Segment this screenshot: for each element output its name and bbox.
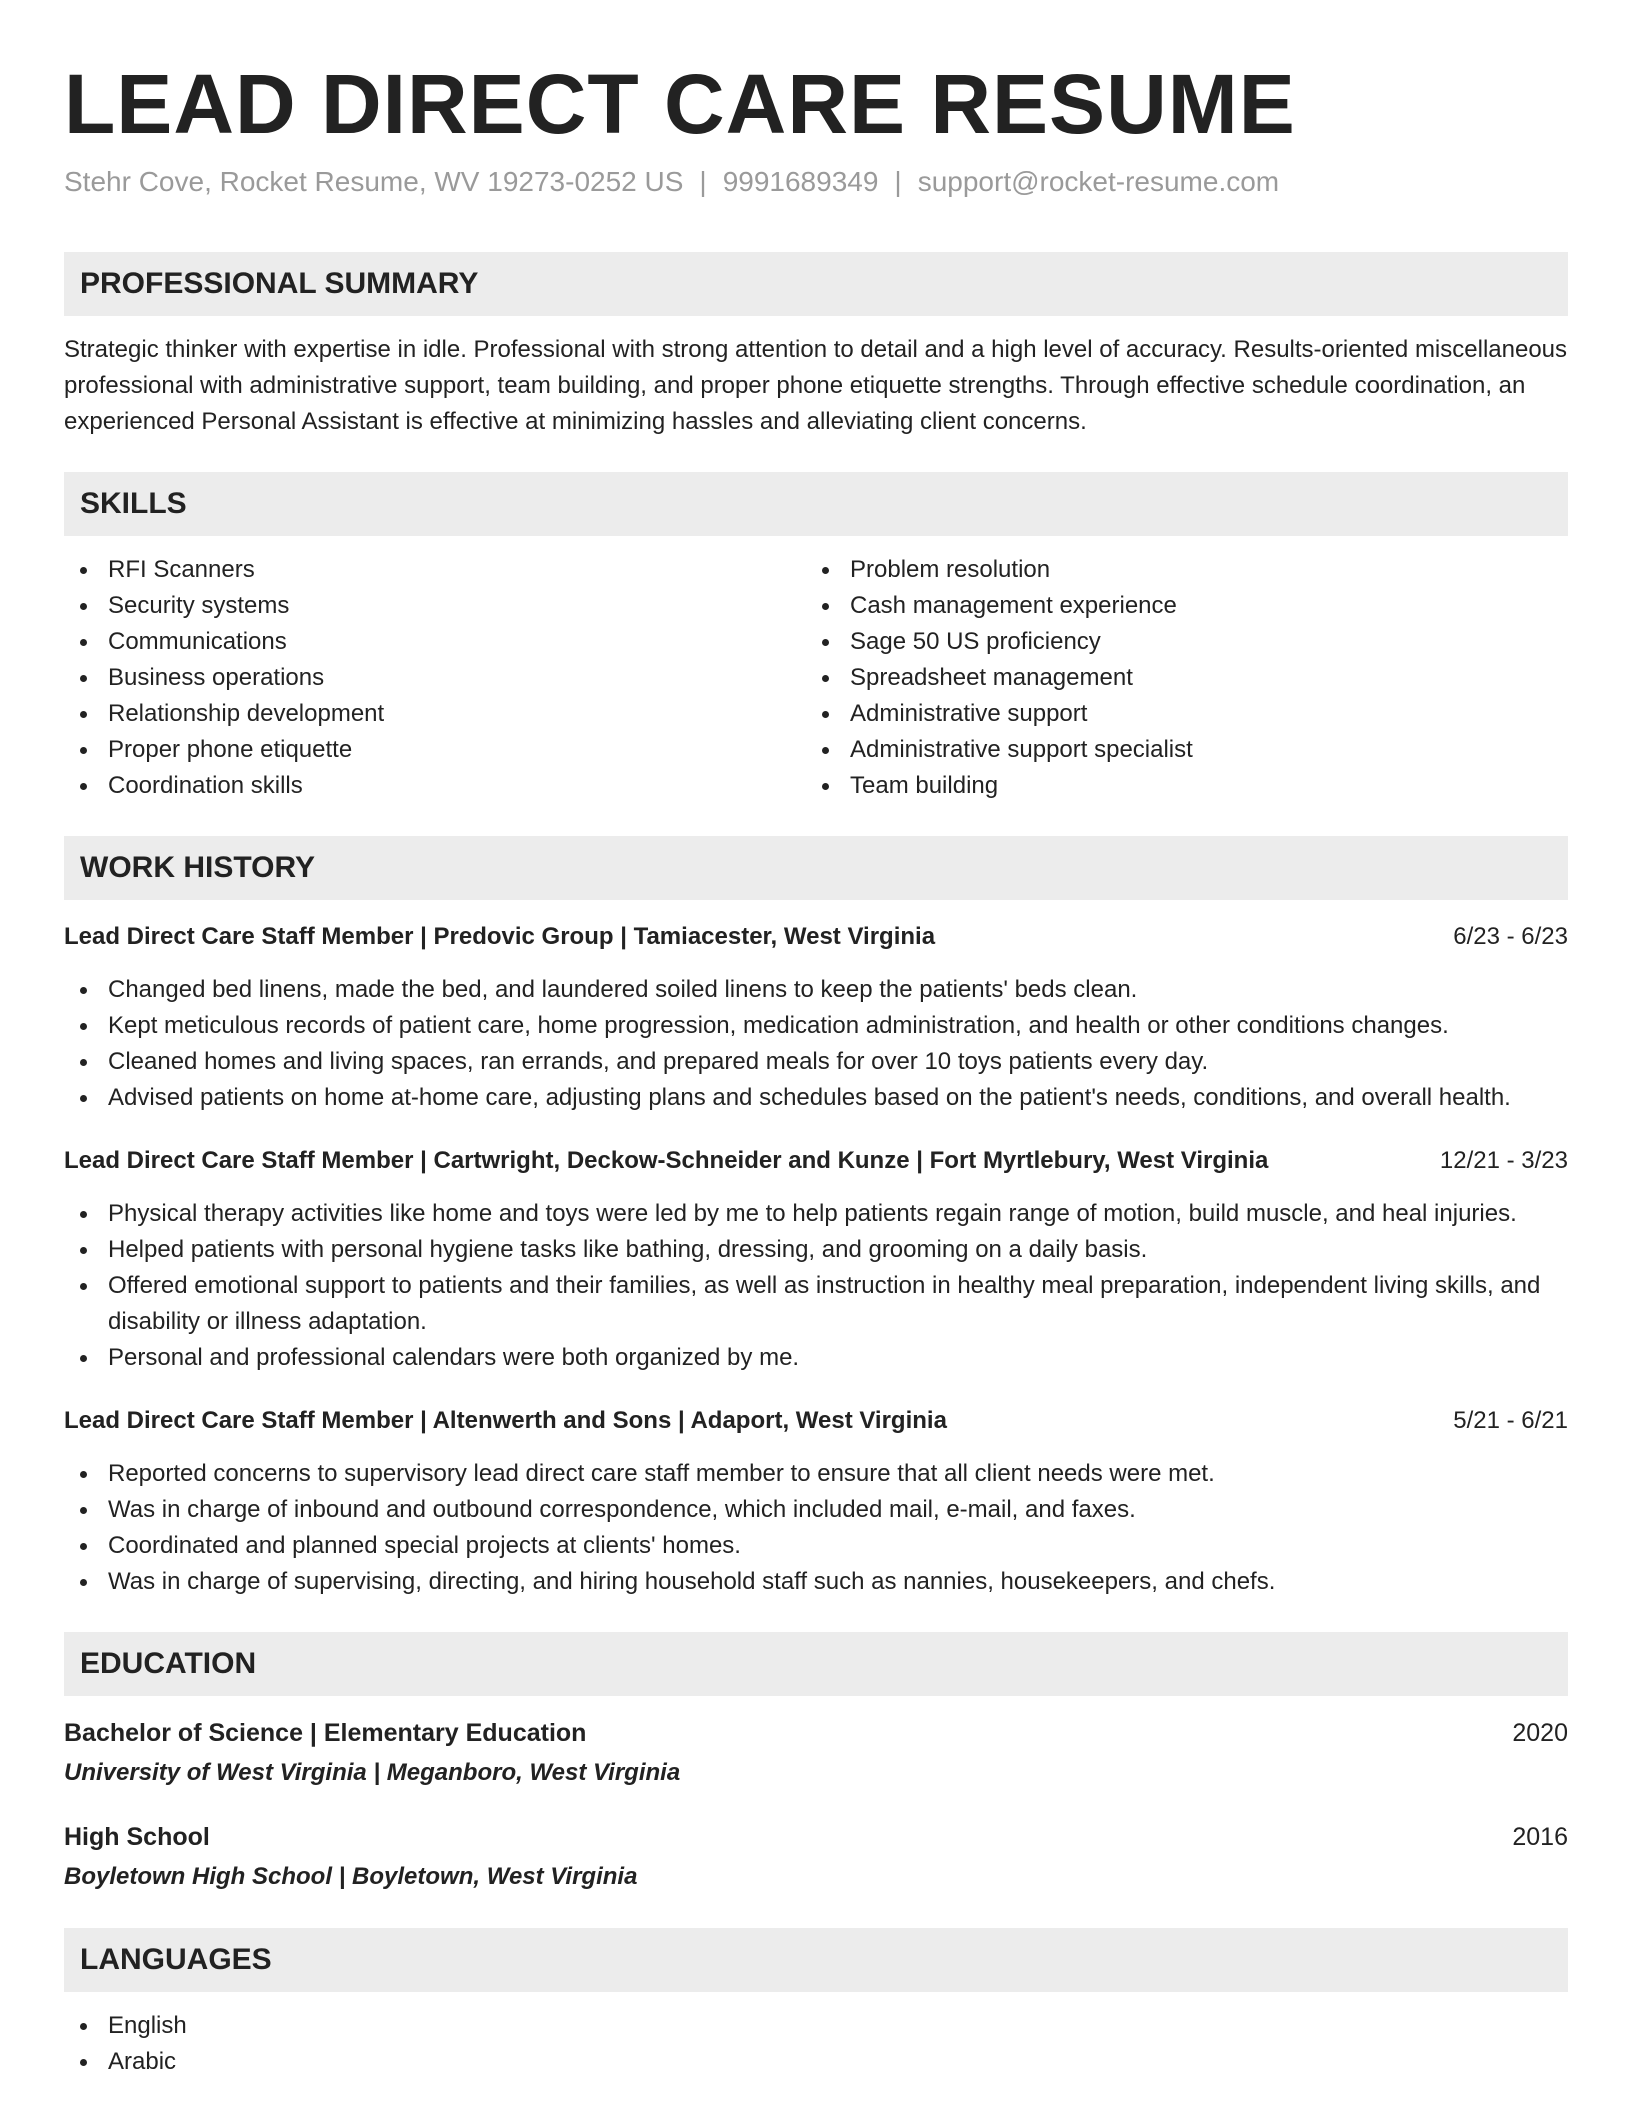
education-degree: High School — [64, 1823, 210, 1851]
education-school: University of West Virginia | Meganboro, West Virginia — [64, 1759, 681, 1786]
skill-item: Team building — [806, 768, 1548, 804]
job-title: Lead Direct Care Staff Member | Altenwerth and Sons | Adaport, West Virginia — [64, 1407, 947, 1434]
job-bullet: Helped patients with personal hygiene tasks like bathing, dressing, and grooming on a daily basis. — [64, 1232, 1568, 1268]
job-bullets — [64, 972, 1568, 1116]
job-bullet: Kept meticulous records of patient care, home progression, medication administration, and health or other conditions changes. — [64, 1008, 1568, 1044]
skill-item: Administrative support — [806, 696, 1548, 732]
section-heading-education: EDUCATION — [64, 1632, 1568, 1696]
skill-item: Relationship development — [64, 696, 806, 732]
job-dates: 12/21 - 3/23 — [1439, 1147, 1568, 1174]
education-header — [64, 1820, 1568, 1854]
resume-title: LEAD DIRECT CARE RESUME — [64, 57, 1296, 151]
skill-item: Communications — [64, 624, 806, 660]
job-bullet: Advised patients on home at-home care, adjusting plans and schedules based on the patient's needs, conditions, and overall health. — [64, 1080, 1568, 1116]
skill-item: Spreadsheet management — [806, 660, 1548, 696]
job-bullet: Physical therapy activities like home and toys were led by me to help patients regain range of motion, build muscle, and heal injuries. — [64, 1196, 1568, 1232]
education-entry — [64, 1820, 1568, 1894]
skill-item: RFI Scanners — [64, 552, 806, 588]
job-entry — [64, 1144, 1568, 1376]
section-heading-skills: SKILLS — [64, 472, 1568, 536]
contact-separator: | — [699, 166, 707, 197]
contact-phone: 9991689349 — [722, 166, 879, 197]
job-header — [64, 1144, 1568, 1178]
job-entry — [64, 1404, 1568, 1600]
section-heading-summary: PROFESSIONAL SUMMARY — [64, 252, 1568, 316]
skill-item: Coordination skills — [64, 768, 806, 804]
job-bullet: Cleaned homes and living spaces, ran errands, and prepared meals for over 10 toys patients every day. — [64, 1044, 1568, 1080]
education-degree: Bachelor of Science | Elementary Education — [64, 1719, 587, 1747]
summary-text: Strategic thinker with expertise in idle. Professional with strong attention to detail and a high level of accuracy. Results-oriented miscellaneous professional with administrative support, team building, and proper phone etiquette strengths. Through effective schedule coordination, an experienced Personal Assistant is effective at minimizing hassles and alleviating client concerns. — [64, 336, 1568, 435]
skills-list — [64, 552, 1568, 804]
skills-column-left — [64, 552, 806, 804]
job-bullet: Was in charge of supervising, directing, and hiring household staff such as nannies, housekeepers, and chefs. — [64, 1564, 1568, 1600]
job-dates: 6/23 - 6/23 — [1453, 923, 1568, 950]
languages-list — [64, 2008, 1568, 2080]
job-bullet: Personal and professional calendars were both organized by me. — [64, 1340, 1568, 1376]
education-entry — [64, 1716, 1568, 1790]
contact-address: Stehr Cove, Rocket Resume, WV 19273-0252 US — [64, 166, 684, 197]
job-entry — [64, 920, 1568, 1116]
skill-item: Security systems — [64, 588, 806, 624]
job-bullets — [64, 1456, 1568, 1600]
education-school: Boyletown High School | Boyletown, West Virginia — [64, 1863, 638, 1890]
job-bullet: Reported concerns to supervisory lead direct care staff member to ensure that all client needs were met. — [64, 1456, 1568, 1492]
skills-column-right — [806, 552, 1548, 804]
contact-separator: | — [894, 166, 902, 197]
education-header — [64, 1716, 1568, 1750]
job-header — [64, 920, 1568, 954]
section-heading-languages: LANGUAGES — [64, 1928, 1568, 1992]
job-bullets — [64, 1196, 1568, 1376]
education-year: 2020 — [1512, 1719, 1568, 1747]
job-dates: 5/21 - 6/21 — [1453, 1407, 1568, 1434]
job-title: Lead Direct Care Staff Member | Cartwright, Deckow-Schneider and Kunze | Fort Myrtlebury, West Virginia — [64, 1147, 1269, 1174]
skill-item: Administrative support specialist — [806, 732, 1548, 768]
job-title: Lead Direct Care Staff Member | Predovic Group | Tamiacester, West Virginia — [64, 923, 936, 950]
skill-item: Business operations — [64, 660, 806, 696]
contact-email: support@rocket-resume.com — [917, 166, 1280, 197]
education-year: 2016 — [1512, 1823, 1568, 1851]
skill-item: Proper phone etiquette — [64, 732, 806, 768]
section-heading-work-history: WORK HISTORY — [64, 836, 1568, 900]
language-item: Arabic — [64, 2044, 1568, 2080]
contact-line — [64, 164, 1568, 200]
job-header — [64, 1404, 1568, 1438]
job-bullet: Coordinated and planned special projects at clients' homes. — [64, 1528, 1568, 1564]
language-item: English — [64, 2008, 1568, 2044]
skill-item: Cash management experience — [806, 588, 1548, 624]
job-bullet: Offered emotional support to patients and their families, as well as instruction in healthy meal preparation, independent living skills, and disability or illness adaptation. — [64, 1268, 1568, 1340]
skill-item: Sage 50 US proficiency — [806, 624, 1548, 660]
job-bullet: Changed bed linens, made the bed, and laundered soiled linens to keep the patients' beds clean. — [64, 972, 1568, 1008]
job-bullet: Was in charge of inbound and outbound correspondence, which included mail, e-mail, and faxes. — [64, 1492, 1568, 1528]
skill-item: Problem resolution — [806, 552, 1548, 588]
